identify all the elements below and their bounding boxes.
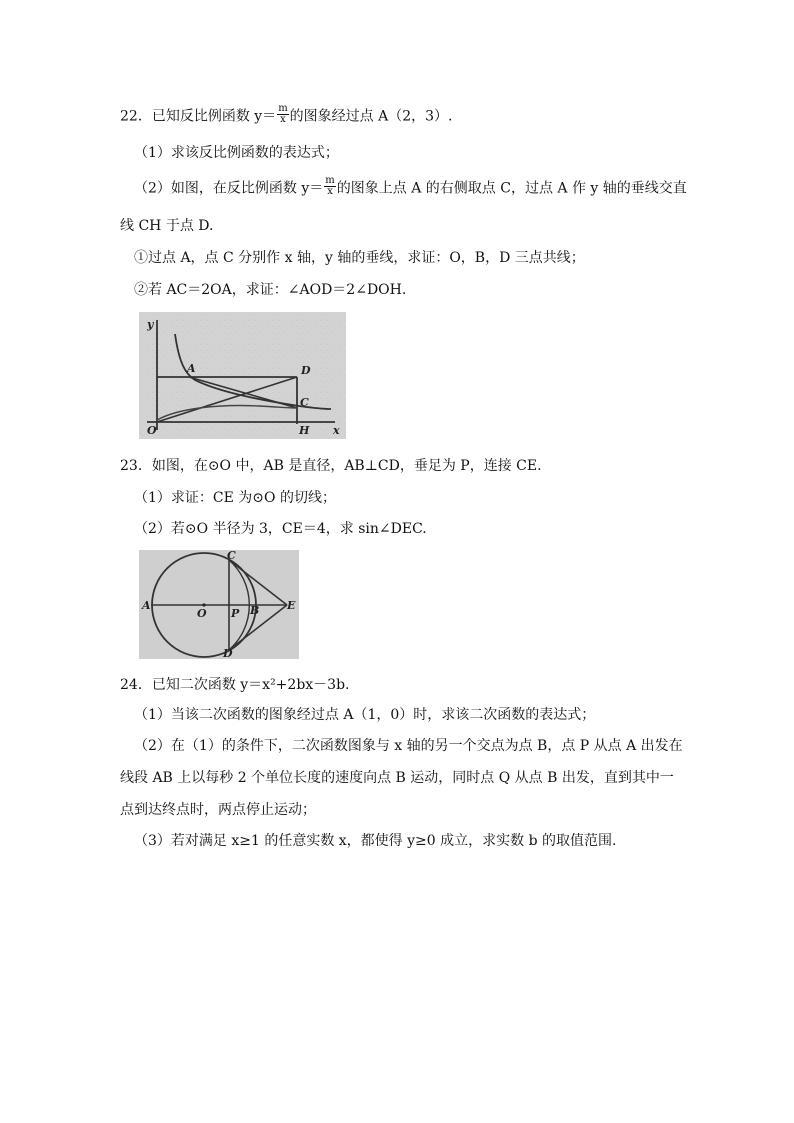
q23-sub1: （1）求证：CE 为⊙O 的切线； — [134, 490, 336, 506]
q22-title-part-a: 22．已知反比例函数 y＝ — [120, 108, 277, 125]
q24-sub2-line2: 线段 AB 上以每秒 2 个单位长度的速度向点 B 运动，同时点 Q 从点 B 出发，直到其中一 — [120, 770, 674, 786]
q24-sub2-line3: 点到达终点时，两点停止运动； — [120, 802, 316, 818]
q22-sub1: （1）求该反比例函数的表达式； — [134, 145, 339, 161]
q23-sub2: （2）若⊙O 半径为 3，CE＝4，求 sin∠DEC. — [134, 521, 427, 537]
q22-sub2-fraction — [324, 176, 335, 197]
q23-label-d: D — [223, 647, 233, 659]
q22-label-c: C — [300, 396, 309, 409]
q22-fraction — [277, 104, 288, 125]
q22-figure-texture — [139, 312, 346, 439]
q22-label-x: x — [333, 424, 340, 437]
q23-label-p: P — [231, 607, 240, 620]
q22-sub2-part-a: （2）如图，在反比例函数 y＝ — [134, 180, 324, 197]
q22-title — [120, 103, 453, 127]
q22-label-d: D — [301, 364, 311, 377]
q22-label-a: A — [187, 362, 196, 375]
q23-label-b: B — [250, 604, 260, 617]
q22-sub2-fraction-numerator: m — [325, 175, 335, 186]
q23-figure — [139, 550, 299, 659]
q22-figure-svg — [139, 312, 346, 439]
q24-sub3: （3）若对满足 x≥1 的任意实数 x，都使得 y≥0 成立，求实数 b 的取值范围. — [134, 833, 617, 849]
q23-label-e: E — [287, 599, 296, 612]
q22-sub2-part-b: 的图象上点 A 的右侧取点 C，过点 A 作 y 轴的垂线交直 — [336, 180, 687, 197]
q22-figure — [139, 312, 346, 439]
q24-sub2-line1: （2）在（1）的条件下，二次函数图象与 x 轴的另一个交点为点 B，点 P 从点 A 出发在 — [134, 738, 683, 754]
q22-sub2-line1 — [134, 175, 687, 199]
q22-sub2-fraction-denominator: x — [327, 186, 333, 197]
q22-item1: ①过点 A，点 C 分别作 x 轴，y 轴的垂线，求证：O，B，D 三点共线； — [134, 250, 585, 266]
q22-fraction-denominator: x — [280, 114, 286, 125]
q24-title: 24．已知二次函数 y＝x²+2bx－3b. — [120, 677, 350, 693]
q23-label-a: A — [142, 599, 151, 612]
q22-title-part-b: 的图象经过点 A（2，3）. — [289, 108, 453, 125]
q22-label-o: O — [147, 424, 157, 437]
q23-label-o: O — [197, 607, 207, 620]
q22-label-h: H — [299, 424, 310, 437]
q22-sub2-line2: 线 CH 于点 D. — [120, 218, 214, 234]
q22-item2: ②若 AC＝2OA，求证：∠AOD＝2∠DOH. — [134, 282, 407, 298]
q23-figure-svg — [139, 550, 299, 659]
q23-label-c: C — [227, 550, 236, 562]
q22-label-y: y — [147, 318, 154, 331]
q23-title: 23．如图，在⊙O 中，AB 是直径，AB⊥CD，垂足为 P，连接 CE. — [120, 458, 542, 474]
q24-sub1: （1）当该二次函数的图象经过点 A（1，0）时，求该二次函数的表达式； — [134, 707, 596, 723]
q22-fraction-numerator: m — [278, 103, 288, 114]
